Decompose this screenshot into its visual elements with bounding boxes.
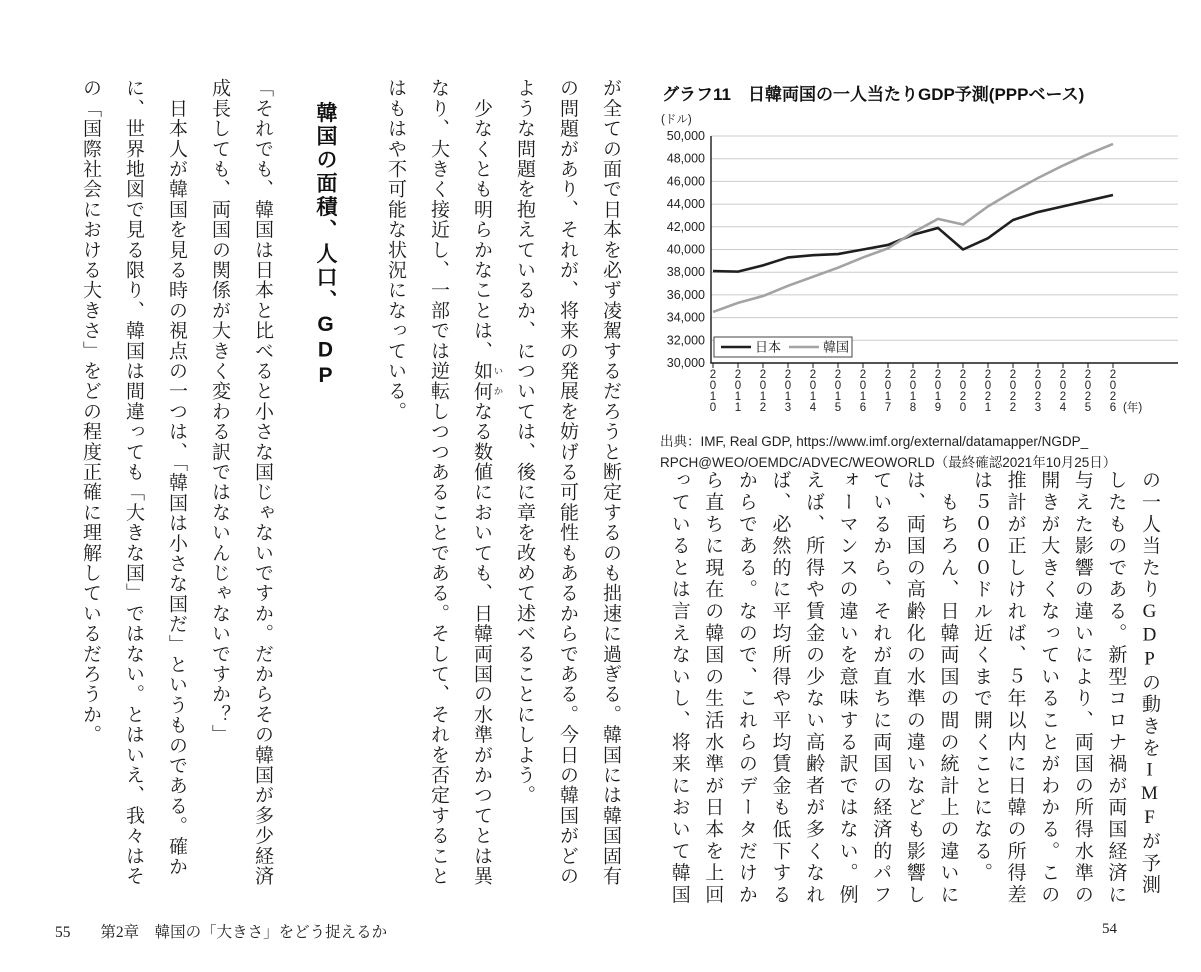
y-tick-label: 48,000 [666,151,705,166]
ruby-base: 如何 [471,360,492,402]
x-tick-label: 2 0 1 9 [934,369,942,414]
quote-paragraph: 「それでも、韓国は日本と比べると小さな国じゃないですか。だからその韓国が多少経済成長しても、両国の関係が大きく変わる訳ではないんじゃないですか？」 [209,78,273,886]
y-tick-label: 32,000 [666,333,705,348]
paragraph-text: 少なくとも明らかなことは、 [471,78,492,361]
y-tick-label: 30,000 [666,356,705,370]
x-tick-label: 2 0 2 6 [1109,369,1117,414]
ruby-furigana: いか [491,360,502,402]
x-tick-label: 2 0 1 4 [809,369,817,414]
gdp-line-chart-svg [655,124,1180,434]
citation-line-2: RPCH@WEO/OEMDC/ADVEC/WEOWORLD（最終確認2021年10月25日） [660,455,1117,470]
y-tick-label: 44,000 [666,197,705,212]
citation-line-1: 出典：IMF, Real GDP, https://www.imf.org/external/datamapper/NGDP_ [660,434,1089,449]
legend-label: 韓国 [823,339,850,355]
left-page-body-text [52,78,632,906]
section-heading: 韓国の面積、人口、GDP [314,78,337,390]
legend-label: 日本 [755,339,782,355]
y-tick-label: 36,000 [666,287,705,302]
x-tick-label: 2 0 2 4 [1059,369,1067,414]
x-tick-label: 2 0 2 5 [1084,369,1092,414]
x-tick-label: 2 0 1 3 [784,369,792,414]
left-page-footer [55,920,387,942]
chart-y-axis-unit: (ドル) [661,114,692,126]
x-tick-label: 2 0 1 5 [834,369,842,414]
series-line [713,144,1113,312]
paragraph-text: なる数値においても、日韓両国の水準がかつてとは異なり、大きく接近し、一部では逆転しつつあることである。そして、それを否定することはもはや不可能な状況になっている。 [385,78,492,887]
right-page-body-text [660,470,1166,910]
x-tick-label: 2 0 2 1 [984,369,992,414]
y-tick-label: 42,000 [666,219,705,234]
x-tick-label: 2 0 1 6 [859,369,867,414]
y-tick-label: 50,000 [666,129,705,143]
x-tick-label: 2 0 2 2 [1009,369,1017,414]
paragraph: 日本人が韓国を見る時の視点の一つは、「韓国は小さな国だ」というものである。確かに、世界地図で見る限り、韓国は間違っても「大きな国」ではない。とはいえ、我々はその「国際社会における大きさ」をどの程度正確に理解しているだろうか。 [80,78,187,886]
y-tick-label: 34,000 [666,310,705,325]
y-tick-label: 40,000 [666,242,705,257]
x-tick-label: 2 0 1 8 [909,369,917,414]
paragraph [374,78,503,906]
paragraph: が全ての面で日本を必ず凌駕するだろうと断定するのも拙速に過ぎる。韓国には韓国固有の問題があり、それが、将来の発展を妨げる可能性もあるからである。今日の韓国がどのような問題を抱えているか、については、後に章を改めて述べることにしよう。 [514,78,621,886]
x-axis-unit: (年) [1123,402,1143,414]
y-tick-label: 38,000 [666,265,705,280]
x-tick-label: 2 0 1 2 [759,369,767,414]
chart-source-citation [660,431,1201,473]
y-tick-label: 46,000 [666,174,705,189]
gdp-forecast-chart [655,124,1180,439]
ruby-annotation [471,360,502,402]
chapter-title: 第2章 韓国の「大きさ」をどう捉えるか [100,924,388,941]
paragraph: の一人当たりGDPの動きをIMFが予測したものである。新型コロナ禍が両国経済に与えた影響の違いにより、両国の所得水準の開きが大きくなっていることがわかる。この推計が正しければ、５年以内に日韓の所得差は５０００ドル近くまで開くことになる。 [971,470,1160,906]
x-tick-label: 2 0 2 0 [959,369,967,414]
x-tick-label: 2 0 1 0 [709,369,717,414]
right-page-number: 54 [1102,921,1117,937]
left-page-number: 55 [55,924,71,941]
x-tick-label: 2 0 1 7 [884,369,892,414]
x-tick-label: 2 0 1 1 [734,369,742,414]
paragraph: もちろん、日韓両国の間の統計上の違いには、両国の高齢化の水準の違いなども影響しているから、それが直ちに両国の経済的パフォーマンスの違いを意味する訳ではない。例えば、所得や賃金の少ない高齢者が多くなれば、必然的に平均所得や平均賃金も低下するからである。なので、これらのデータだけから直ちに現在の韓国の生活水準が日本を上回っているとは言えないし、将来において韓国 [668,470,959,906]
chart-title: グラフ11 日韓両国の一人当たりGDP予測(PPPベース) [662,85,1085,104]
x-tick-label: 2 0 2 3 [1034,369,1042,414]
